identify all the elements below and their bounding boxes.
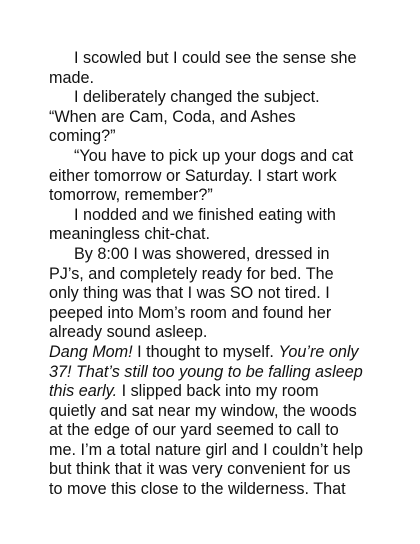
italic-text: Dang Mom! bbox=[49, 342, 133, 361]
text-run: I scowled but I could see the sense she bbox=[74, 49, 357, 67]
text-run: I slipped back into my room bbox=[117, 382, 319, 401]
italic-text: 37! That’s still too young to be falling asleep bbox=[49, 362, 363, 381]
text-run: By 8:00 I was showered, dressed in bbox=[74, 244, 330, 263]
text-run: “When are Cam, Coda, and Ashes bbox=[49, 107, 296, 126]
text-run: meaningless chit-chat. bbox=[49, 225, 211, 244]
text-line bbox=[49, 343, 379, 363]
text-run: either tomorrow or Saturday. I start work bbox=[49, 166, 337, 185]
text-line bbox=[49, 363, 379, 383]
text-run: I thought to myself. bbox=[132, 342, 279, 361]
text-line bbox=[49, 245, 379, 265]
text-line bbox=[49, 147, 379, 167]
document-page bbox=[49, 49, 379, 500]
text-run: peeped into Mom’s room and found her bbox=[49, 303, 332, 322]
text-run: me. I’m a total nature girl and I couldn’t help bbox=[49, 440, 364, 459]
text-line bbox=[49, 284, 379, 304]
text-line bbox=[49, 265, 379, 285]
paragraph bbox=[49, 88, 379, 147]
paragraph bbox=[49, 49, 379, 88]
text-line bbox=[49, 206, 379, 226]
text-run: tomorrow, remember?” bbox=[49, 186, 213, 205]
text-line bbox=[49, 323, 379, 343]
text-line bbox=[49, 225, 379, 245]
text-run: “You have to pick up your dogs and cat bbox=[74, 146, 354, 165]
text-run: but think that it was very convenient for us bbox=[49, 460, 351, 479]
text-line bbox=[49, 402, 379, 422]
text-line bbox=[49, 480, 379, 500]
italic-text: this early. bbox=[49, 382, 118, 401]
text-line bbox=[49, 421, 379, 441]
text-line bbox=[49, 88, 379, 108]
text-line bbox=[49, 167, 379, 187]
text-line bbox=[49, 382, 379, 402]
text-line bbox=[49, 127, 379, 147]
text-run: PJ’s, and completely ready for bed. The bbox=[49, 264, 334, 283]
paragraph bbox=[49, 343, 379, 500]
text-run: already sound asleep. bbox=[49, 323, 208, 342]
body-text bbox=[49, 49, 379, 500]
text-run: quietly and sat near my window, the woods bbox=[49, 401, 357, 420]
text-line bbox=[49, 441, 379, 461]
text-line bbox=[49, 304, 379, 324]
text-line bbox=[49, 186, 379, 206]
paragraph bbox=[49, 147, 379, 206]
paragraph bbox=[49, 245, 379, 343]
italic-text: You’re only bbox=[278, 342, 359, 361]
text-line bbox=[49, 460, 379, 480]
text-line bbox=[49, 69, 379, 89]
text-line bbox=[49, 49, 379, 69]
text-run: I deliberately changed the subject. bbox=[74, 88, 320, 107]
text-line bbox=[49, 108, 379, 128]
text-run: at the edge of our yard seemed to call to bbox=[49, 421, 339, 440]
text-run: to move this close to the wilderness. That bbox=[49, 480, 346, 499]
text-run: only thing was that I was SO not tired. I bbox=[49, 284, 330, 303]
paragraph bbox=[49, 206, 379, 245]
text-run: made. bbox=[49, 68, 94, 87]
text-run: I nodded and we finished eating with bbox=[74, 205, 336, 224]
text-run: coming?” bbox=[49, 127, 116, 146]
